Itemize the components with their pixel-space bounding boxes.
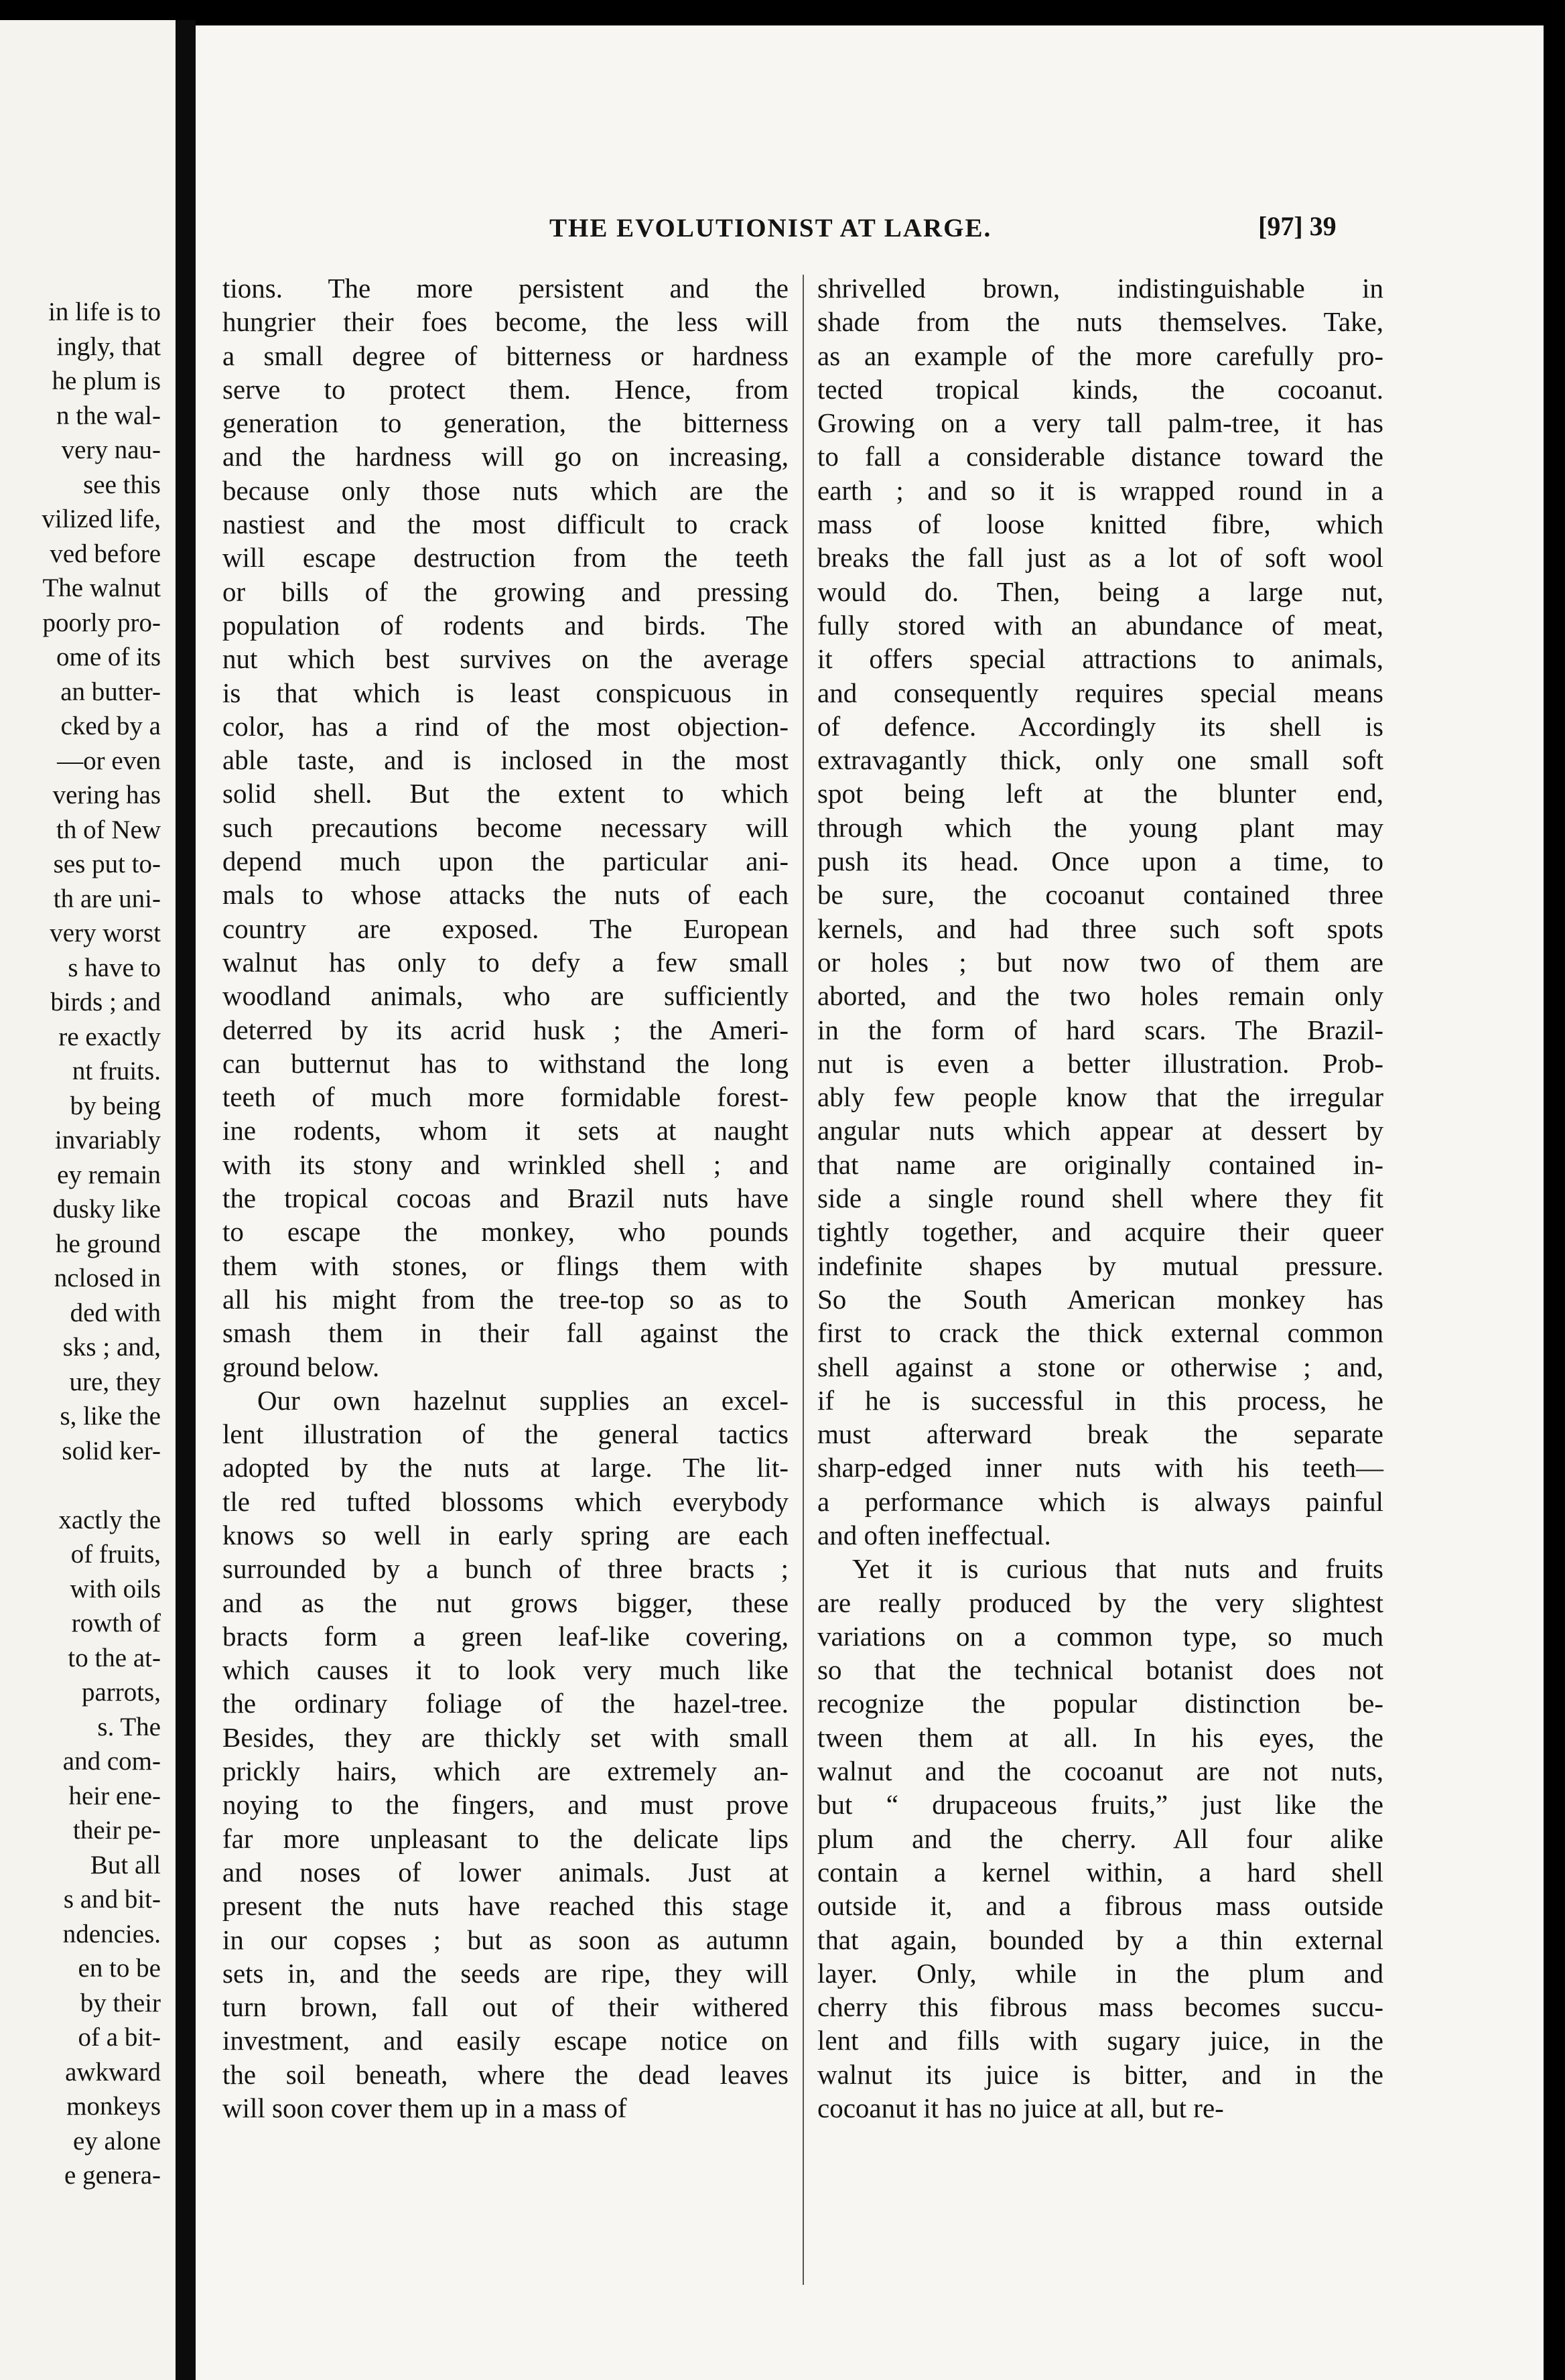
facing-page-line (0, 1468, 161, 1503)
left-text-column (222, 271, 789, 2125)
text-line: mass of loose knitted fibre, which (817, 509, 1383, 540)
text-line: walnut and the cocoanut are not nuts, (817, 1756, 1383, 1787)
text-line: investment, and easily escape notice on (222, 2025, 789, 2056)
text-line: fully stored with an abundance of meat, (817, 609, 1383, 641)
text-line: knows so well in early spring are each (222, 1519, 789, 1550)
facing-page-line: monkeys (66, 2092, 161, 2121)
facing-page-line: rowth of (71, 1609, 161, 1638)
text-line: ably few people know that the irregular (817, 1081, 1383, 1113)
text-line: but “ drupaceous fruits,” just like the (817, 1789, 1383, 1821)
text-line: noying to the fingers, and must prove (222, 1789, 789, 1821)
text-line: sets in, and the seeds are ripe, they will (222, 1957, 789, 1989)
facing-page-line: ved before (50, 539, 161, 568)
text-line: variations on a common type, so much (817, 1620, 1383, 1652)
facing-page-line: ndencies. (62, 1919, 161, 1948)
facing-page-line: s have to (68, 953, 161, 982)
facing-page-line: ingly, that (56, 332, 161, 361)
text-line: cocoanut it has no juice at all, but re- (817, 2093, 1224, 2124)
text-line: hungrier their foes become, the less will (222, 306, 789, 338)
facing-page-line: of a bit- (78, 2023, 161, 2052)
text-line: earth ; and so it is wrapped round in a (817, 474, 1383, 506)
facing-page-line: by being (70, 1091, 161, 1120)
facing-page-line: solid ker- (62, 1436, 161, 1465)
facing-page-line: dusky like (52, 1195, 161, 1224)
text-line: tween them at all. In his eyes, the (817, 1721, 1383, 1753)
text-line: layer. Only, while in the plum and (817, 1957, 1383, 1989)
text-line: push its head. Once upon a time, to (817, 846, 1383, 877)
text-line: side a single round shell where they fit (817, 1183, 1383, 1214)
facing-page-line: ome of its (56, 643, 161, 671)
text-line: in the form of hard scars. The Brazil- (817, 1014, 1383, 1045)
facing-page-line: xactly the (58, 1505, 161, 1534)
text-line: is that which is least conspicuous in (222, 677, 789, 708)
text-line: sharp-edged inner nuts with his teeth— (817, 1452, 1383, 1483)
facing-page-line: he plum is (52, 367, 161, 395)
text-line: cherry this fibrous mass becomes succu- (817, 1991, 1383, 2023)
text-line: walnut its juice is bitter, and in the (817, 2058, 1383, 2090)
facing-page-line: e genera- (64, 2161, 161, 2190)
text-line: a small degree of bitterness or hardness (222, 340, 789, 371)
text-line: able taste, and is inclosed in the most (222, 744, 789, 776)
text-line: or bills of the growing and pressing (222, 576, 789, 607)
facing-page-line: see this (83, 470, 161, 499)
facing-page-line: n the wal- (56, 401, 161, 430)
text-line: them with stones, or flings them with (222, 1250, 789, 1281)
text-line: tected tropical kinds, the cocoanut. (817, 373, 1383, 405)
facing-page-line: awkward (65, 2057, 161, 2087)
facing-page-line: ded with (70, 1298, 161, 1327)
text-line: be sure, the cocoanut contained three (817, 879, 1383, 911)
text-line: nut is even a better illustration. Prob- (817, 1047, 1383, 1079)
facing-page-line: nt fruits. (72, 1057, 161, 1085)
text-line: all his might from the tree-top so as to (222, 1283, 789, 1315)
book-gutter (176, 20, 196, 2380)
text-line: teeth of much more formidable forest- (222, 1081, 789, 1113)
text-line: the soil beneath, where the dead leaves (222, 2058, 789, 2090)
text-line: if he is successful in this process, he (817, 1384, 1383, 1416)
text-line: nastiest and the most difficult to crack (222, 509, 789, 540)
right-text-column (817, 271, 1383, 2125)
facing-page-line: vilized life, (42, 505, 161, 533)
text-line: population of rodents and birds. The (222, 609, 789, 641)
text-line: as an example of the more carefully pro- (817, 340, 1383, 371)
text-line: country are exposed. The European (222, 913, 789, 944)
text-line: tle red tufted blossoms which everybody (222, 1485, 789, 1517)
text-line: kernels, and had three such soft spots (817, 913, 1383, 944)
text-line: smash them in their fall against the (222, 1317, 789, 1349)
text-line: and consequently requires special means (817, 677, 1383, 708)
facing-page-line: and com- (62, 1747, 161, 1776)
text-line: and as the nut grows bigger, these (222, 1587, 789, 1618)
text-line: such precautions become necessary will (222, 811, 789, 843)
text-line: Growing on a very tall palm-tree, it has (817, 407, 1383, 439)
facing-page-line: of fruits, (70, 1540, 161, 1569)
text-line: color, has a rind of the most objection- (222, 710, 789, 742)
text-line: solid shell. But the extent to which (222, 778, 789, 809)
text-line: tightly together, and acquire their queer (817, 1216, 1383, 1248)
text-line: woodland animals, who are sufficiently (222, 980, 789, 1012)
facing-page-line: parrots, (81, 1678, 161, 1707)
facing-page-line: with oils (70, 1574, 161, 1603)
facing-page-line: in life is to (48, 298, 161, 326)
facing-page-line: poorly pro- (42, 608, 161, 637)
text-line: lent illustration of the general tactics (222, 1418, 789, 1450)
text-line: angular nuts which appear at dessert by (817, 1115, 1383, 1146)
text-line: because only those nuts which are the (222, 474, 789, 506)
text-line: prickly hairs, which are extremely an- (222, 1756, 789, 1787)
facing-page-fragment (0, 20, 176, 2380)
text-line: serve to protect them. Hence, from (222, 373, 789, 405)
text-line: aborted, and the two holes remain only (817, 980, 1383, 1012)
facing-page-line: an butter- (60, 677, 161, 706)
facing-page-line: cked by a (60, 712, 161, 740)
facing-page-line: s, like the (60, 1402, 161, 1431)
text-line: Yet it is curious that nuts and fruits (852, 1553, 1383, 1585)
facing-page-text (0, 295, 161, 2193)
facing-page-line: very worst (50, 919, 161, 947)
facing-page-line: by their (80, 1988, 161, 2018)
text-line: would do. Then, being a large nut, (817, 576, 1383, 607)
text-line: first to crack the thick external common (817, 1317, 1383, 1349)
text-line: mals to whose attacks the nuts of each (222, 879, 789, 911)
text-line: bracts form a green leaf-like covering, (222, 1620, 789, 1652)
text-line: recognize the popular distinction be- (817, 1688, 1383, 1719)
text-line: deterred by its acrid husk ; the Ameri- (222, 1014, 789, 1045)
text-line: extravagantly thick, only one small soft (817, 744, 1383, 776)
text-line: generation to generation, the bitterness (222, 407, 789, 439)
text-line: depend much upon the particular ani- (222, 846, 789, 877)
text-line: walnut has only to defy a few small (222, 946, 789, 978)
facing-page-line: ey alone (72, 2126, 161, 2156)
text-line: contain a kernel within, a hard shell (817, 1856, 1383, 1888)
facing-page-line: vering has (52, 781, 161, 809)
facing-page-line: birds ; and (50, 988, 161, 1016)
facing-page-line: to the at- (68, 1643, 161, 1672)
text-line: with its stony and wrinkled shell ; and (222, 1148, 789, 1180)
facing-page-line: But all (90, 1850, 161, 1879)
text-line: the tropical cocoas and Brazil nuts have (222, 1183, 789, 1214)
text-line: breaks the fall just as a lot of soft wool (817, 542, 1383, 574)
facing-page-line: very nau- (61, 436, 161, 464)
text-line: turn brown, fall out of their withered (222, 1991, 789, 2023)
facing-page-line: th of New (56, 815, 161, 844)
text-line: a performance which is always painful (817, 1485, 1383, 1517)
text-line: indefinite shapes by mutual pressure. (817, 1250, 1383, 1281)
text-line: spot being left at the blunter end, (817, 778, 1383, 809)
facing-page-line: s. The (97, 1712, 161, 1741)
text-line: ine rodents, whom it sets at naught (222, 1115, 789, 1146)
text-line: Our own hazelnut supplies an excel- (257, 1384, 789, 1416)
text-line: present the nuts have reached this stage (222, 1890, 789, 1922)
facing-page-line: their pe- (72, 1816, 161, 1845)
facing-page-line: —or even (57, 746, 161, 775)
facing-page-line: he ground (55, 1229, 161, 1258)
text-line: must afterward break the separate (817, 1418, 1383, 1450)
page-number: [97] 39 (1258, 211, 1337, 241)
text-line: in our copses ; but as soon as autumn (222, 1924, 789, 1955)
text-line: and often ineffectual. (817, 1519, 1051, 1550)
text-line: and the hardness will go on increasing, (222, 441, 789, 472)
text-line: surrounded by a bunch of three bracts ; (222, 1553, 789, 1585)
text-line: adopted by the nuts at large. The lit- (222, 1452, 789, 1483)
text-line: Besides, they are thickly set with small (222, 1721, 789, 1753)
facing-page-line: heir ene- (68, 1781, 161, 1810)
facing-page-line: en to be (78, 1954, 161, 1983)
text-line: through which the young plant may (817, 811, 1383, 843)
column-divider (803, 275, 804, 2285)
text-line: can butternut has to withstand the long (222, 1047, 789, 1079)
text-line: that again, bounded by a thin external (817, 1924, 1383, 1955)
text-line: ground below. (222, 1351, 380, 1382)
text-line: it offers special attractions to animals, (817, 643, 1383, 675)
text-line: and noses of lower animals. Just at (222, 1856, 789, 1888)
facing-page-line: The walnut (42, 574, 161, 602)
facing-page-line: invariably (54, 1126, 161, 1154)
facing-page-line: sks ; and, (62, 1333, 161, 1362)
facing-page-line: s and bit- (63, 1885, 161, 1914)
text-line: or holes ; but now two of them are (817, 946, 1383, 978)
text-line: lent and fills with sugary juice, in the (817, 2025, 1383, 2056)
text-line: shade from the nuts themselves. Take, (817, 306, 1383, 338)
text-line: will escape destruction from the teeth (222, 542, 789, 574)
facing-page-line: nclosed in (54, 1264, 161, 1293)
text-line: plum and the cherry. All four alike (817, 1823, 1383, 1854)
text-line: So the South American monkey has (817, 1283, 1383, 1315)
text-line: to fall a considerable distance toward the (817, 441, 1383, 472)
text-line: far more unpleasant to the delicate lips (222, 1823, 789, 1854)
text-line: nut which best survives on the average (222, 643, 789, 675)
text-line: shell against a stone or otherwise ; and, (817, 1351, 1383, 1382)
text-line: shrivelled brown, indistinguishable in (817, 273, 1383, 304)
text-line: to escape the monkey, who pounds (222, 1216, 789, 1248)
text-line: of defence. Accordingly its shell is (817, 710, 1383, 742)
facing-page-line: ure, they (69, 1367, 161, 1396)
text-line: are really produced by the very slightest (817, 1587, 1383, 1618)
facing-page-line: re exactly (58, 1022, 161, 1051)
text-line: the ordinary foliage of the hazel-tree. (222, 1688, 789, 1719)
text-line: will soon cover them up in a mass of (222, 2093, 627, 2124)
text-line: so that the technical botanist does not (817, 1654, 1383, 1686)
text-line: tions. The more persistent and the (222, 273, 789, 304)
text-line: that name are originally contained in- (817, 1148, 1383, 1180)
running-title: THE EVOLUTIONIST AT LARGE. (549, 214, 992, 243)
facing-page-line: th are uni- (53, 884, 161, 913)
facing-page-line: ses put to- (53, 850, 161, 878)
text-line: outside it, and a fibrous mass outside (817, 1890, 1383, 1922)
text-line: which causes it to look very much like (222, 1654, 789, 1686)
facing-page-line: ey remain (57, 1160, 161, 1189)
